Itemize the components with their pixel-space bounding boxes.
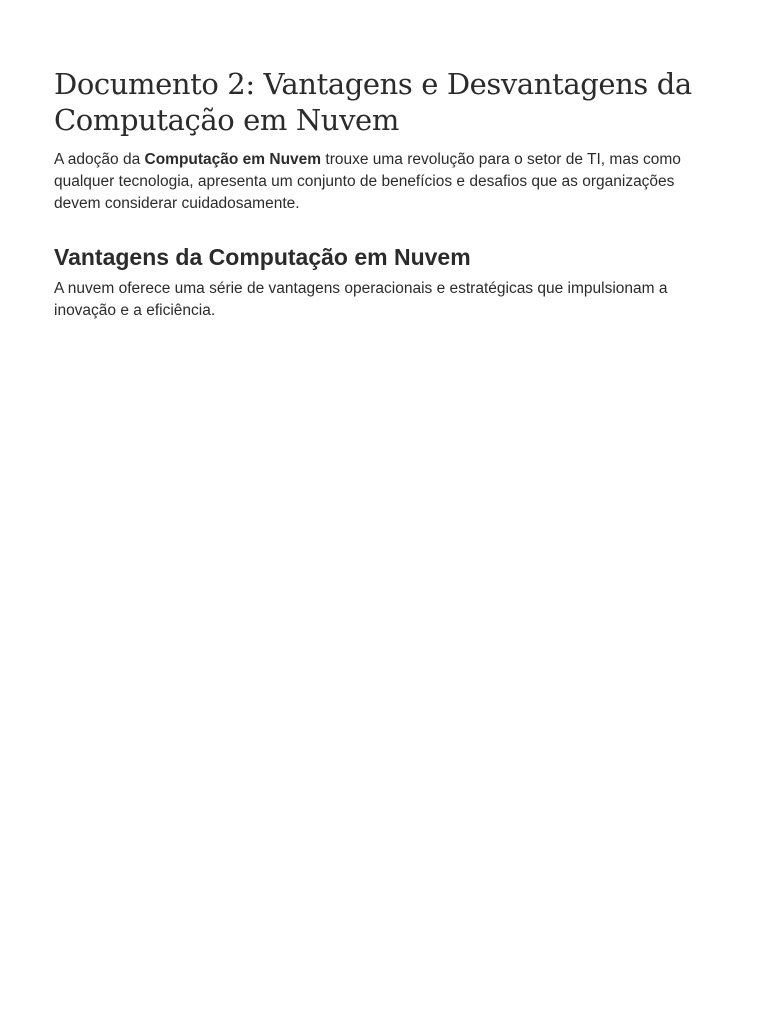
intro-text-end: trouxe uma revolução para o setor de TI, mas como qualquer tecnologia, apresenta um conjunto de benefícios e desafios que as organizações devem considerar cuidadosamente.	[54, 151, 681, 212]
intro-bold-term: Computação em Nuvem	[144, 151, 322, 168]
section-paragraph-advantages: A nuvem oferece uma série de vantagens operacionais e estratégicas que impulsionam a inovação e a eficiência.	[54, 280, 668, 319]
document-title: Documento 2: Vantagens e Desvantagens da Computação em Nuvem	[54, 67, 692, 137]
document-page	[54, 66, 714, 322]
section-heading-advantages: Vantagens da Computação em Nuvem	[54, 244, 471, 270]
intro-paragraph	[54, 149, 714, 215]
intro-text-start: A adoção da	[54, 151, 145, 168]
